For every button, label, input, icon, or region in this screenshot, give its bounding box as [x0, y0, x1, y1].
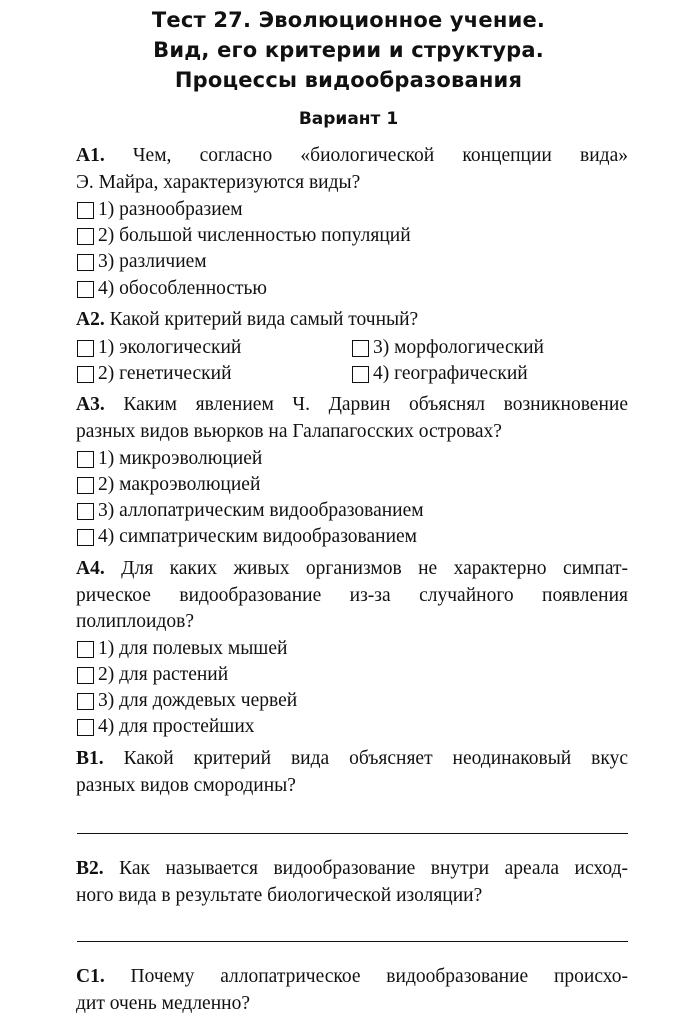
- checkbox[interactable]: [77, 693, 94, 710]
- checkbox[interactable]: [352, 340, 369, 357]
- question-b2-line-2: ного вида в результате биологической изоляции?: [76, 885, 483, 906]
- answer-a3-3[interactable]: [77, 500, 424, 522]
- question-a3-line-2: разных видов вьюрков на Галапагосских островах?: [76, 421, 502, 442]
- answer-label: 3) аллопатрическим видообразованием: [98, 500, 424, 521]
- checkbox[interactable]: [77, 477, 94, 494]
- question-b2-number: В2.: [76, 858, 104, 879]
- question-a1-line-1: [76, 145, 628, 167]
- question-a4-line-3: полиплоидов?: [76, 611, 194, 632]
- answer-label: 4) для простейших: [98, 716, 255, 737]
- variant-heading: Вариант 1: [298, 109, 399, 129]
- answer-label: 2) большой численностью популяций: [98, 225, 411, 246]
- question-a4-line-2: рическое видообразование из-за случайного появления: [76, 585, 628, 606]
- checkbox[interactable]: [77, 529, 94, 546]
- question-b1-line-2: разных видов смородины?: [76, 775, 296, 796]
- question-a1-number: А1.: [76, 145, 105, 166]
- answer-a3-2[interactable]: [77, 474, 260, 496]
- answer-label: 2) генетический: [98, 363, 232, 384]
- question-c1-line-1: [76, 966, 628, 988]
- question-a3-number: А3.: [76, 394, 105, 415]
- question-a4-number: А4.: [76, 558, 105, 579]
- answer-a4-2[interactable]: [77, 664, 228, 686]
- question-c1-line-2: дит очень медленно?: [76, 993, 250, 1014]
- checkbox[interactable]: [77, 281, 94, 298]
- checkbox[interactable]: [77, 641, 94, 658]
- answer-a1-3[interactable]: [77, 251, 207, 273]
- checkbox[interactable]: [77, 503, 94, 520]
- answer-a3-1[interactable]: [77, 448, 262, 470]
- checkbox[interactable]: [77, 451, 94, 468]
- answer-a2-3[interactable]: [352, 337, 544, 359]
- question-a2-text: Какой критерий вида самый точный?: [104, 309, 419, 330]
- question-a1-line-2: Э. Майра, характеризуются виды?: [76, 172, 361, 193]
- question-b1-number: В1.: [76, 748, 104, 769]
- answer-label: 3) различием: [98, 251, 207, 272]
- checkbox[interactable]: [77, 719, 94, 736]
- answer-a1-1[interactable]: [77, 199, 243, 221]
- answer-label: 1) для полевых мышей: [98, 638, 288, 659]
- question-a3-text: Каким явлением Ч. Дарвин объяснял возникновение: [104, 394, 628, 415]
- answer-label: 4) географический: [373, 363, 528, 384]
- question-c1-number: С1.: [76, 966, 105, 987]
- checkbox[interactable]: [77, 340, 94, 357]
- question-a2-line-1: [76, 309, 418, 331]
- checkbox[interactable]: [352, 366, 369, 383]
- answer-a4-3[interactable]: [77, 690, 297, 712]
- checkbox[interactable]: [77, 254, 94, 271]
- question-b2-text: Как называется видообразование внутри ареала исход-: [103, 858, 628, 879]
- answer-label: 3) для дождевых червей: [98, 690, 298, 711]
- title-line-1: Тест 27. Эволюционное учение.: [151, 8, 546, 32]
- answer-a3-4[interactable]: [77, 526, 417, 548]
- answer-label: 1) экологический: [98, 337, 242, 358]
- question-b1-line-1: [76, 748, 628, 770]
- title-line-3: Процессы видообразования: [174, 68, 523, 92]
- answer-a2-2[interactable]: [77, 363, 232, 385]
- answer-a1-4[interactable]: [77, 278, 267, 300]
- checkbox[interactable]: [77, 228, 94, 245]
- answer-a1-2[interactable]: [77, 225, 411, 247]
- answer-a4-1[interactable]: [77, 638, 287, 660]
- checkbox[interactable]: [77, 366, 94, 383]
- answer-a2-1[interactable]: [77, 337, 241, 359]
- checkbox[interactable]: [77, 667, 94, 684]
- answer-label: 2) для растений: [98, 664, 229, 685]
- question-b2-line-1: [76, 858, 628, 880]
- question-a2-number: А2.: [76, 309, 105, 330]
- question-c1-text: Почему аллопатрическое видообразование происхо-: [104, 966, 628, 987]
- question-a1-text: Чем, согласно «биологической концепции вида»: [104, 145, 628, 166]
- answer-label: 4) обособленностью: [98, 278, 267, 299]
- answer-label: 1) микроэволюцией: [98, 448, 263, 469]
- answer-line-b1[interactable]: [77, 833, 628, 834]
- question-b1-text: Какой критерий вида объясняет неодинаковый вкус: [103, 748, 628, 769]
- question-a4-text: Для каких живых организмов не характерно симпат-: [104, 558, 628, 579]
- answer-line-b2[interactable]: [77, 941, 628, 942]
- answer-label: 4) симпатрическим видообразованием: [98, 526, 418, 547]
- answer-label: 3) морфологический: [373, 337, 544, 358]
- question-a3-line-1: [76, 394, 628, 416]
- title-line-2: Вид, его критерии и структура.: [153, 38, 544, 62]
- checkbox[interactable]: [77, 202, 94, 219]
- answer-label: 1) разнообразием: [98, 199, 243, 220]
- answer-a2-4[interactable]: [352, 363, 528, 385]
- answer-label: 2) макроэволюцией: [98, 474, 261, 495]
- answer-a4-4[interactable]: [77, 716, 255, 738]
- question-a4-line-1: [76, 558, 628, 580]
